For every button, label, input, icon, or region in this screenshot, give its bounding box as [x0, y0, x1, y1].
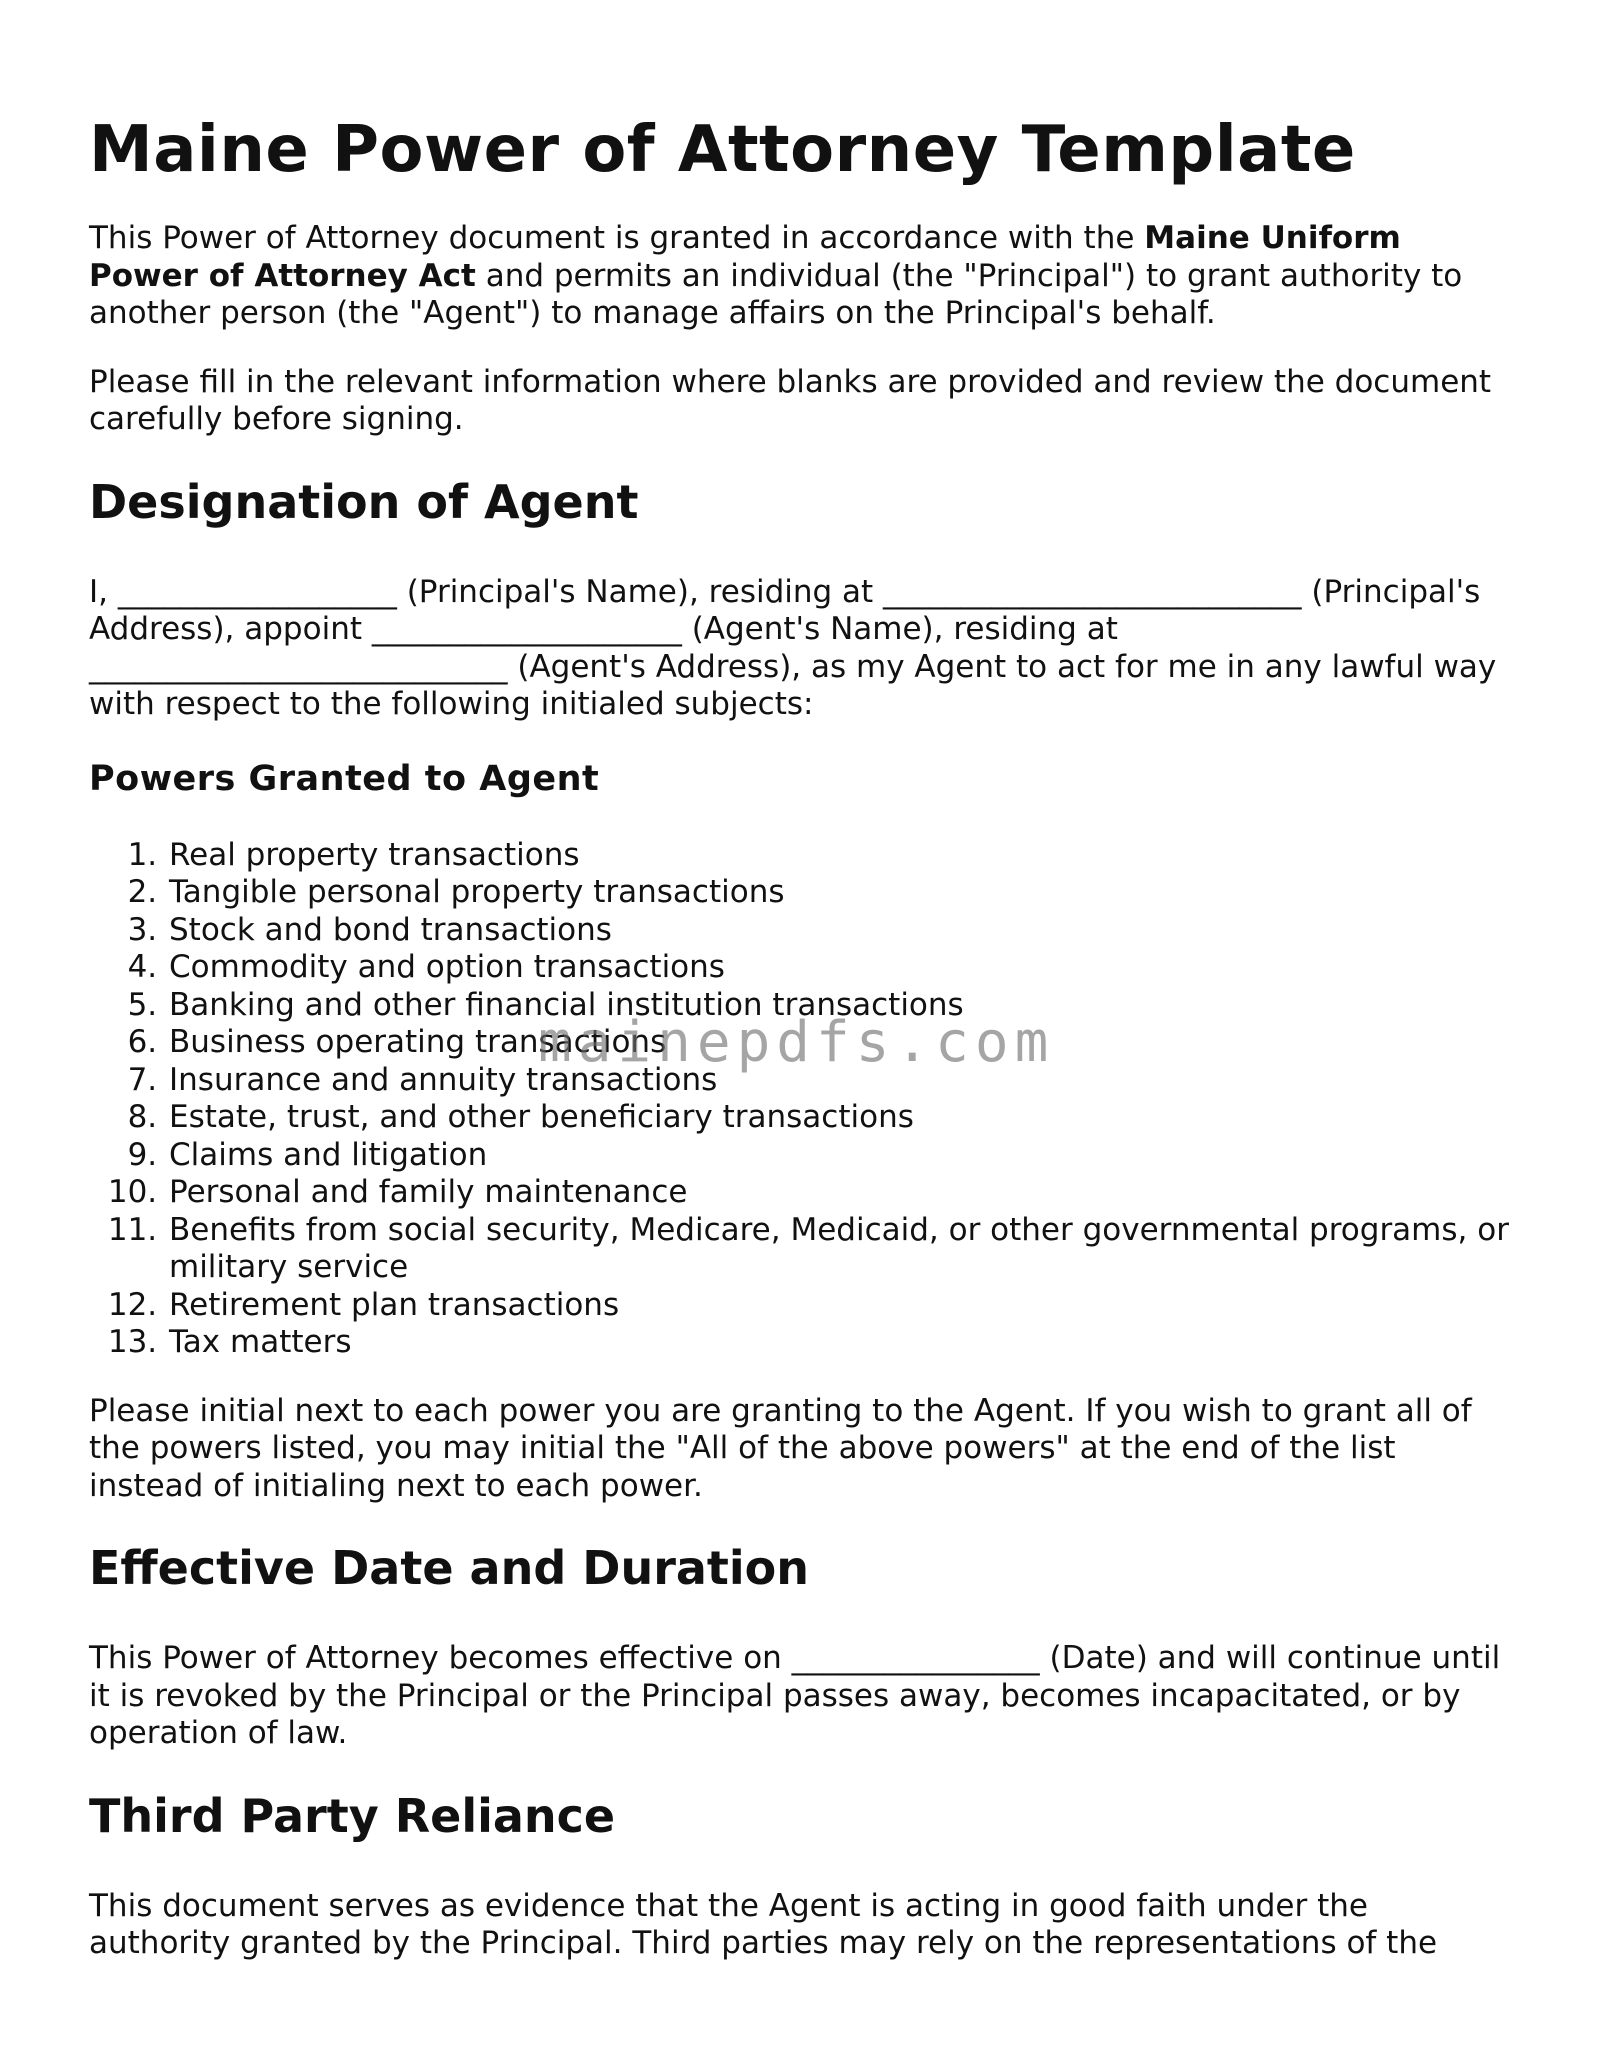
list-item: 6. Business operating transactions — [167, 1024, 1519, 1062]
list-item: 7. Insurance and annuity transactions — [167, 1062, 1519, 1100]
powers-note: Please initial next to each power you are granting to the Agent. If you wish to grant all of the powers listed, you may initial the "All of the above powers" at the end of the list instead of initialing next to each power. — [89, 1392, 1472, 1504]
intro-paragraph — [89, 220, 1519, 333]
list-item: 9. Claims and litigation — [167, 1137, 1519, 1175]
instructions-paragraph: Please fill in the relevant information where blanks are provided and review the document carefully before signing. — [89, 363, 1492, 437]
list-item: 1. Real property transactions — [167, 837, 1519, 875]
reliance-heading: Third Party Reliance — [89, 1788, 616, 1843]
designation-heading: Designation of Agent — [89, 474, 639, 529]
list-item: 10. Personal and family maintenance — [167, 1174, 1519, 1212]
watermark: mainepdfs.com — [538, 1010, 1055, 1075]
document-page — [89, 108, 1519, 1994]
list-item: 5. Banking and other financial institution transactions — [167, 987, 1519, 1025]
list-item: 2. Tangible personal property transactions — [167, 874, 1519, 912]
powers-list — [89, 837, 1519, 1362]
list-item: 13. Tax matters — [167, 1324, 1519, 1362]
act-name: Maine Uniform Power of Attorney Act — [89, 220, 1401, 294]
designation-paragraph: I, __________________ (Principal's Name), residing at ___________________________ (Principal's Address), appoint ____________________ (Agent's Name), residing at ___________________________ (Agent's Address), as my Agent to act for me in any lawful way with respect to the following initialed subjects: — [89, 573, 1497, 722]
powers-heading: Powers Granted to Agent — [89, 758, 600, 799]
list-item: 3. Stock and bond transactions — [167, 912, 1519, 950]
list-item: 12. Retirement plan transactions — [167, 1287, 1519, 1325]
intro-text-end: and permits an individual (the "Principal") to grant authority to another person (the "Agent") to manage affairs on the Principal's behalf. — [89, 257, 1463, 331]
list-item: 4. Commodity and option transactions — [167, 949, 1519, 987]
list-item: 8. Estate, trust, and other beneficiary transactions — [167, 1099, 1519, 1137]
intro-text-start: This Power of Attorney document is granted in accordance with the — [89, 220, 1145, 256]
reliance-paragraph: This document serves as evidence that the Agent is acting in good faith under the authority granted by the Principal. Third parties may rely on the representations of the — [89, 1887, 1438, 1961]
effective-heading: Effective Date and Duration — [89, 1541, 810, 1595]
page-title: Maine Power of Attorney Template — [89, 113, 1356, 187]
effective-paragraph: This Power of Attorney becomes effective on ________________ (Date) and will continue until it is revoked by the Principal or the Principal passes away, becomes incapacitated, or by operation of law. — [89, 1640, 1501, 1751]
list-item: 11. Benefits from social security, Medicare, Medicaid, or other governmental programs, or military service — [167, 1212, 1519, 1287]
